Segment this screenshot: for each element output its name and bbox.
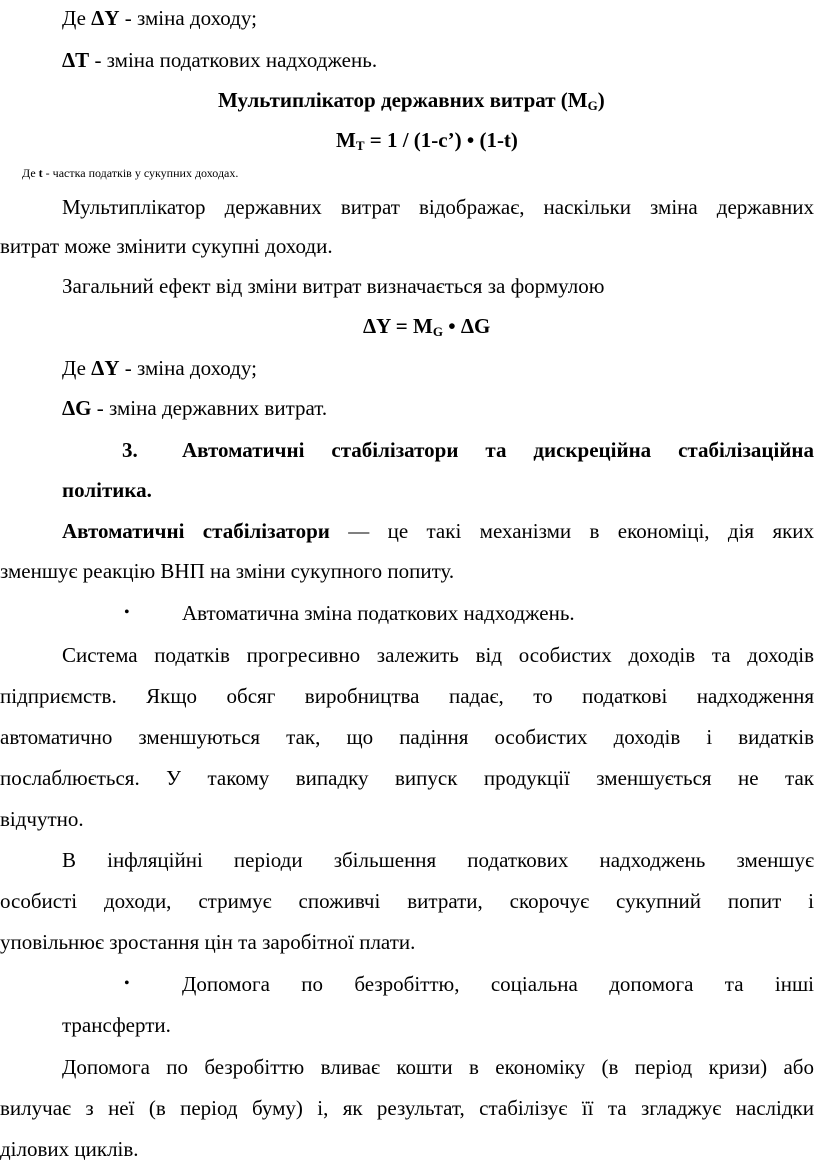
word: безробіттю, bbox=[354, 972, 460, 996]
paragraph-line bbox=[62, 519, 814, 543]
symbol: ΔY bbox=[91, 6, 120, 30]
word: Автоматичні bbox=[182, 438, 305, 462]
word: механізми bbox=[479, 519, 572, 543]
formula-text: • ΔG bbox=[442, 314, 491, 338]
word: допомога bbox=[609, 972, 694, 996]
subscript: T bbox=[355, 138, 365, 153]
word: яких bbox=[772, 519, 815, 543]
word: дискреційна bbox=[533, 438, 652, 462]
word: дія bbox=[727, 519, 755, 543]
formula-mt bbox=[336, 128, 518, 152]
note-line bbox=[22, 166, 238, 180]
paragraph-line: ділових циклів. bbox=[0, 1137, 139, 1161]
multiplier-title bbox=[218, 88, 605, 112]
section-heading-cont: політика. bbox=[62, 478, 152, 502]
word: по bbox=[301, 972, 323, 996]
paragraph-line: зменшує реакцію ВНП на зміни сукупного попиту. bbox=[0, 559, 455, 583]
formula-text: ΔY = M bbox=[363, 314, 433, 338]
subscript: G bbox=[432, 324, 443, 339]
paragraph-line: підприємств. Якщо обсяг виробництва падає, то податкові надходження bbox=[0, 684, 814, 708]
symbol: ΔG bbox=[62, 396, 92, 420]
symbol: ΔT bbox=[62, 48, 90, 72]
word: соціальна bbox=[490, 972, 578, 996]
formula-text: M bbox=[336, 128, 356, 152]
word: це bbox=[387, 519, 409, 543]
paragraph-line: послаблюється. У такому випадку випуск продукції зменшується не так bbox=[0, 766, 814, 790]
section-heading bbox=[182, 438, 814, 462]
bullet-icon: • bbox=[124, 604, 130, 621]
formula-delta-y bbox=[363, 314, 490, 338]
paragraph-line: відчутно. bbox=[0, 807, 84, 831]
word: стабілізатори bbox=[331, 438, 459, 462]
paragraph-line: особисті доходи, стримує споживчі витрати, скорочує сукупний попит і bbox=[0, 889, 814, 913]
paragraph-line: автоматично зменшуються так, що падіння особистих доходів і видатків bbox=[0, 725, 814, 749]
paragraph-line: Загальний ефект від зміни витрат визначається за формулою bbox=[62, 274, 605, 298]
text: - зміна доходу; bbox=[119, 356, 257, 380]
text: Де bbox=[22, 166, 39, 180]
text: Де bbox=[62, 356, 92, 380]
word: Допомога bbox=[182, 972, 270, 996]
formula-text: = 1 / (1-c’) • (1-t) bbox=[364, 128, 518, 152]
word: стабілізаційна bbox=[678, 438, 815, 462]
paragraph-line: Система податків прогресивно залежить від особистих доходів та доходів bbox=[62, 643, 814, 667]
section-number: 3. bbox=[122, 438, 138, 462]
paragraph-line: В інфляційні періоди збільшення податкових надходжень зменшує bbox=[62, 848, 814, 872]
line-delta-g-def bbox=[62, 396, 327, 420]
bullet-item-cont: трансферти. bbox=[62, 1013, 171, 1037]
line-delta-y-def bbox=[62, 356, 257, 380]
text: - зміна податкових надходжень. bbox=[89, 48, 378, 72]
word: інші bbox=[774, 972, 814, 996]
word: такі bbox=[426, 519, 462, 543]
paragraph-line: уповільнює зростання цін та заробітної плати. bbox=[0, 930, 416, 954]
line-delta-t-def bbox=[62, 48, 377, 72]
symbol: ΔY bbox=[91, 356, 120, 380]
bullet-icon: • bbox=[124, 975, 130, 992]
word: економіці, bbox=[617, 519, 710, 543]
title-text: Мультиплікатор державних витрат (M bbox=[218, 88, 588, 112]
text: - зміна доходу; bbox=[119, 6, 257, 30]
word: та bbox=[485, 438, 507, 462]
word: — bbox=[348, 519, 370, 543]
paragraph-line: Мультиплікатор державних витрат відображає, наскільки зміна державних bbox=[62, 195, 814, 219]
bullet-item: Автоматична зміна податкових надходжень. bbox=[182, 601, 575, 625]
bold-term: Автоматичні bbox=[62, 519, 185, 543]
subscript: G bbox=[587, 98, 598, 113]
bullet-item bbox=[182, 972, 814, 996]
text: Де bbox=[62, 6, 92, 30]
word: в bbox=[589, 519, 600, 543]
paragraph-line: витрат може змінити сукупні доходи. bbox=[0, 234, 333, 258]
paragraph-line: вилучає з неї (в період буму) і, як результат, стабілізує її та згладжує наслідки bbox=[0, 1096, 814, 1120]
bold-term: стабілізатори bbox=[202, 519, 330, 543]
paragraph-line: Допомога по безробіттю вливає кошти в економіку (в період кризи) або bbox=[62, 1055, 814, 1079]
title-text: ) bbox=[597, 88, 605, 112]
symbol: t bbox=[38, 166, 43, 180]
word: та bbox=[724, 972, 744, 996]
text: - частка податків у сукупних доходах. bbox=[42, 166, 239, 180]
text: - зміна державних витрат. bbox=[91, 396, 328, 420]
line-delta-y-def bbox=[62, 6, 257, 30]
